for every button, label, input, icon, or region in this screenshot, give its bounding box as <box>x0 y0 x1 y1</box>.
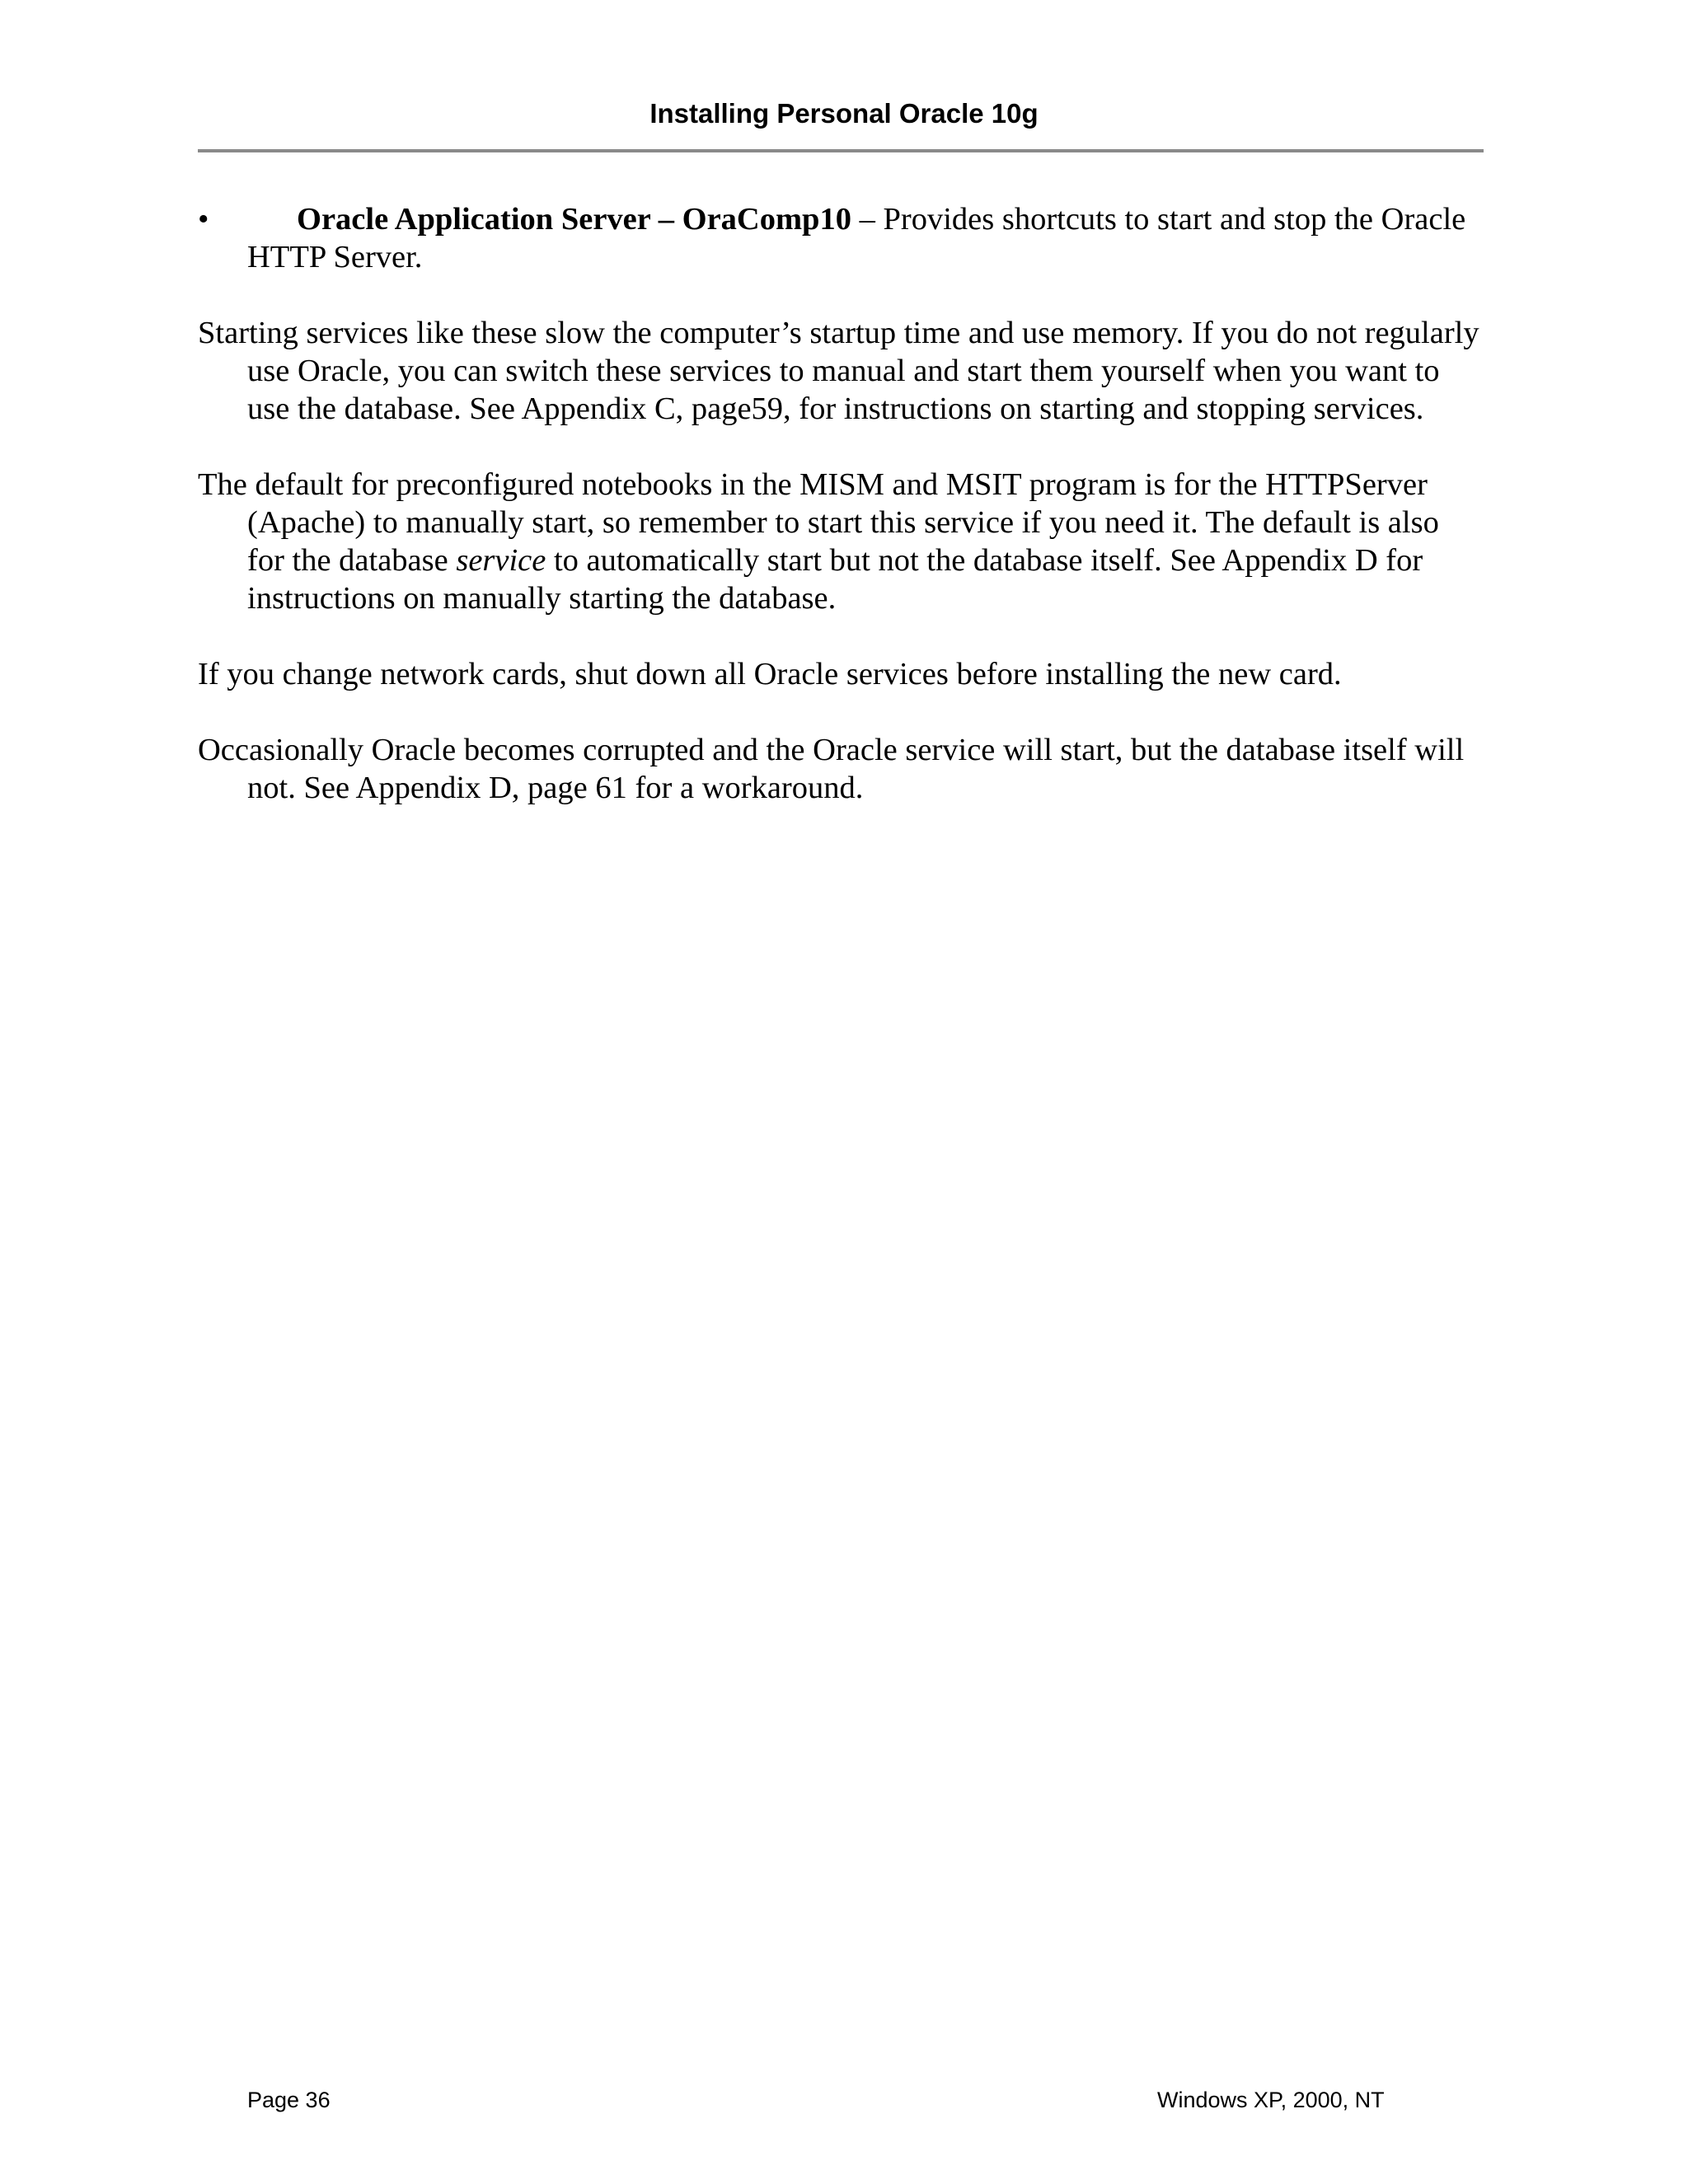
bullet-icon: • <box>198 202 209 237</box>
paragraph-text: to automatically start but not the database itself. See Appendix D for instructions on manually starting the database. <box>247 543 1423 616</box>
paragraph-network-cards: If you change network cards, shut down all Oracle services before installing the new card. <box>198 657 1342 691</box>
paragraph-services-startup: Starting services like these slow the computer’s startup time and use memory. If you do not regularly use Oracle, you can switch these services to manual and start them yourself when you want to use the database. See Appendix C, page59, for instructions on starting and stopping services. <box>198 316 1479 426</box>
paragraph-corruption-workaround: Occasionally Oracle becomes corrupted and the Oracle service will start, but the database itself will not. See Appendix D, page 61 for a workaround. <box>198 733 1465 805</box>
bullet-text: – Provides shortcuts to start and stop the Oracle HTTP Server. <box>247 202 1466 274</box>
footer-platform: Windows XP, 2000, NT <box>1157 2088 1385 2112</box>
paragraph-preconfigured-defaults <box>198 466 1484 617</box>
document-body <box>198 200 1484 845</box>
paragraph-text: The default for preconfigured notebooks in the MISM and MSIT program is for the HTTPServer (Apache) to manually start, so remember to start this service if you need it. The default is also for the database <box>198 467 1439 578</box>
header-divider <box>198 149 1484 152</box>
footer-page-number: Page 36 <box>247 2088 331 2112</box>
bullet-heading: Oracle Application Server – OraComp10 <box>297 202 851 237</box>
emphasis-service: service <box>456 543 546 578</box>
page-header-title: Installing Personal Oracle 10g <box>649 98 1039 129</box>
bullet-item <box>198 200 1484 276</box>
